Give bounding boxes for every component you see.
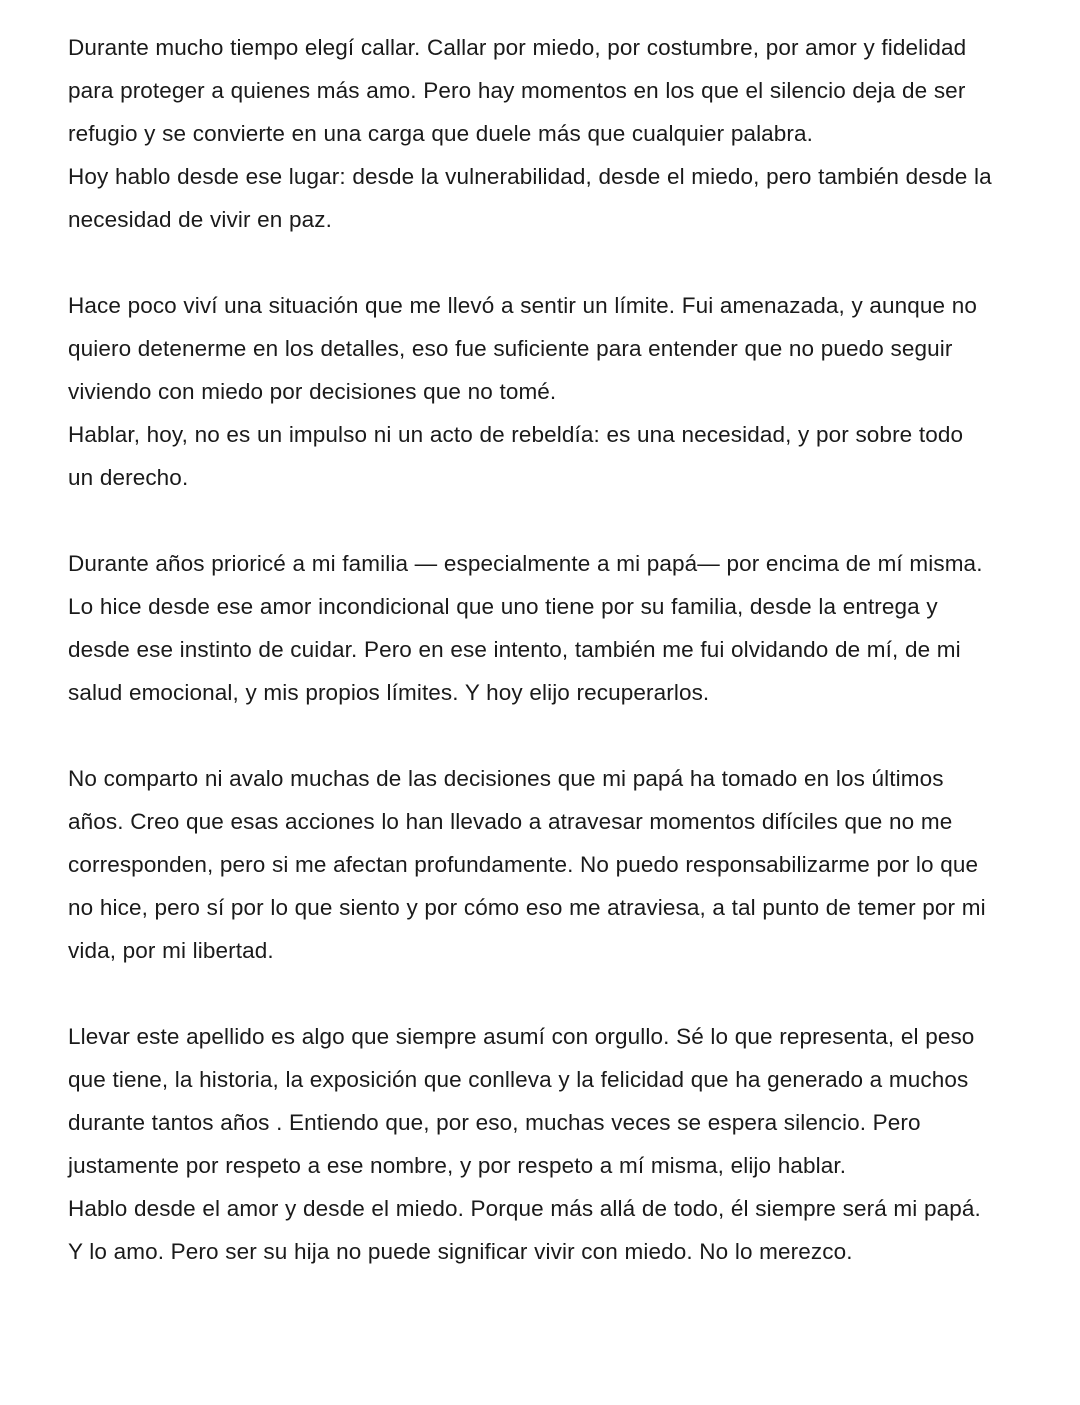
paragraph-1-block-1: Durante mucho tiempo elegí callar. Callar por miedo, por costumbre, por amor y fidelidad para proteger a quienes más amo. Pero hay momentos en los que el silencio deja de ser refugio y se convierte en una carga que duele más que cualquier palabra. [68, 35, 967, 146]
document-body [68, 26, 992, 1273]
paragraph-2-block-1: Hace poco viví una situación que me llevó a sentir un límite. Fui amenazada, y aunque no quiero detenerme en los detalles, eso fue suficiente para entender que no puedo seguir viviendo con miedo por decisiones que no tomé. [68, 293, 978, 404]
paragraph-2-block-2: Hablar, hoy, no es un impulso ni un acto de rebeldía: es una necesidad, y por sobre todo un derecho. [68, 422, 964, 490]
paragraph-3 [68, 542, 992, 714]
paragraph-1-block-2: Hoy hablo desde ese lugar: desde la vulnerabilidad, desde el miedo, pero también desde la necesidad de vivir en paz. [68, 164, 992, 232]
paragraph-5-block-2: Hablo desde el amor y desde el miedo. Porque más allá de todo, él siempre será mi papá. Y lo amo. Pero ser su hija no puede significar vivir con miedo. No lo merezco. [68, 1196, 981, 1264]
paragraph-1 [68, 26, 992, 241]
paragraph-5-block-1: Llevar este apellido es algo que siempre asumí con orgullo. Sé lo que representa, el peso que tiene, la historia, la exposición que conlleva y la felicidad que ha generado a muchos durante tantos años . Entiendo que, por eso, muchas veces se espera silencio. Pero justamente por respeto a ese nombre, y por respeto a mí misma, elijo hablar. [68, 1024, 975, 1178]
paragraph-2 [68, 284, 992, 499]
paragraph-3-block-1: Durante años prioricé a mi familia — especialmente a mi papá— por encima de mí misma. Lo hice desde ese amor incondicional que uno tiene por su familia, desde la entrega y desde ese instinto de cuidar. Pero en ese intento, también me fui olvidando de mí, de mi salud emocional, y mis propios límites. Y hoy elijo recuperarlos. [68, 551, 983, 705]
paragraph-4-block-1: No comparto ni avalo muchas de las decisiones que mi papá ha tomado en los últimos años. Creo que esas acciones lo han llevado a atravesar momentos difíciles que no me corresponden, pero si me afectan profundamente. No puedo responsabilizarme por lo que no hice, pero sí por lo que siento y por cómo eso me atraviesa, a tal punto de temer por mi vida, por mi libertad. [68, 766, 986, 963]
paragraph-4 [68, 757, 992, 972]
paragraph-5 [68, 1015, 992, 1273]
